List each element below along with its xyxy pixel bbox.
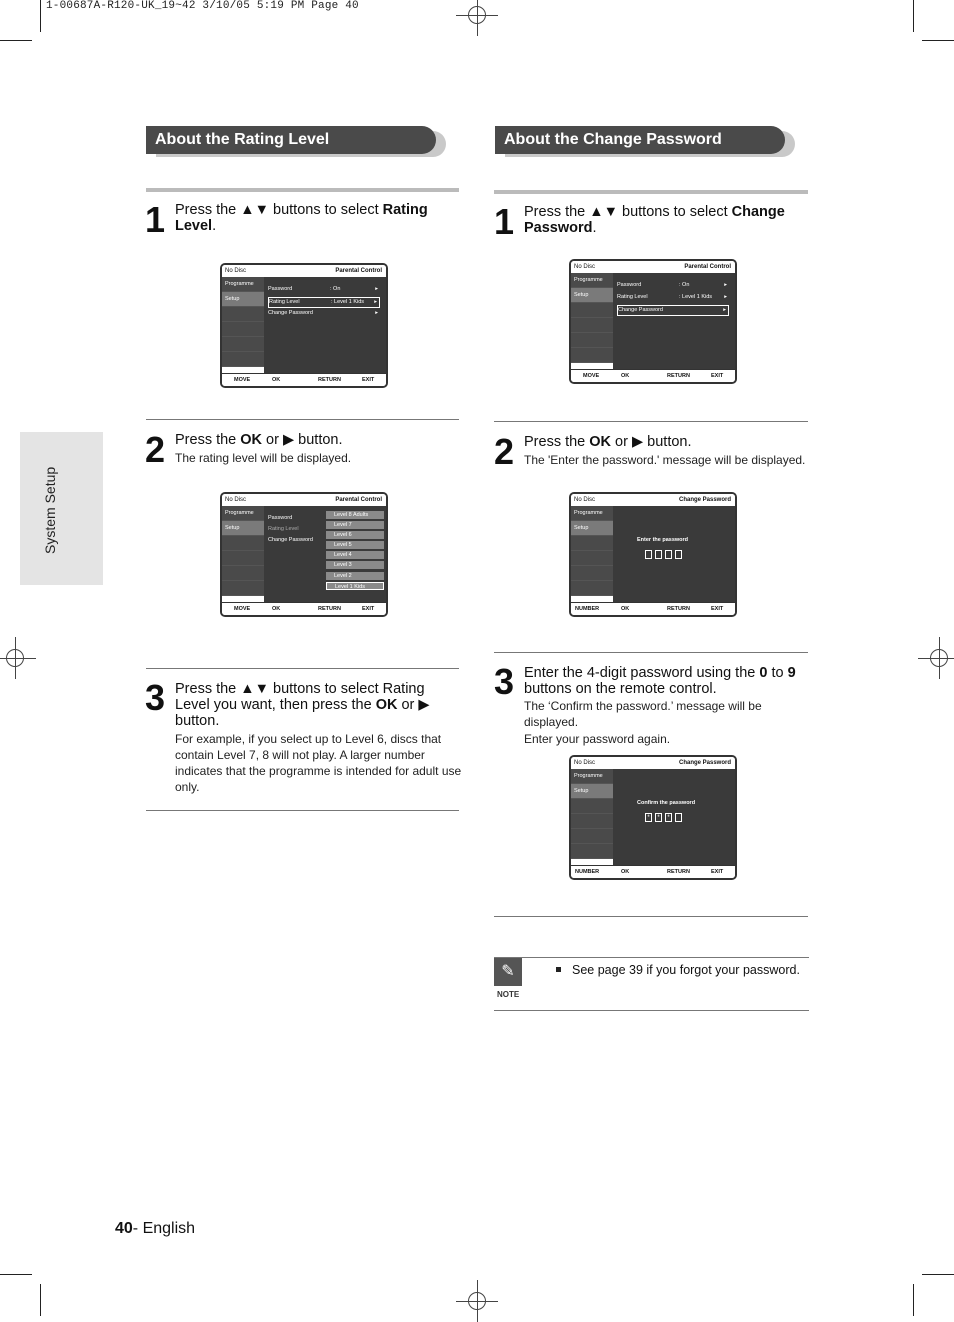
registration-mark (462, 1286, 492, 1316)
crop-mark (913, 0, 914, 32)
divider (146, 419, 459, 420)
step-instruction: Press the OK or ▶ button. (175, 432, 343, 448)
step-instruction: Press the ▲▼ buttons to select Rating Level. (175, 202, 428, 234)
osd-screen-confirm-password: No Disc Change Password Programme Setup Confirm the password * * * NUMBER OK RETURN EXIT (569, 755, 737, 880)
divider (146, 668, 459, 669)
step-number: 2 (494, 431, 515, 472)
bullet-icon (556, 967, 561, 972)
crop-mark (0, 40, 32, 41)
page-number: 40 (115, 1220, 133, 1237)
crop-mark (922, 40, 954, 41)
osd-screen-parental: No Disc Parental Control Programme Setup Password : On ▸ Rating Level : Level 1 Kids ▸ Change Password ▸ MOVE OK RETURN EXIT (220, 263, 388, 388)
note-text: See page 39 if you forgot your password. (572, 963, 800, 977)
osd-screen-enter-password: No Disc Change Password Programme Setup Enter the password NUMBER OK RETURN EXIT (569, 492, 737, 617)
step-number: 2 (145, 429, 166, 470)
divider (494, 190, 808, 194)
crop-mark (40, 0, 41, 32)
step-instruction: Enter the 4-digit password using the 0 to 9 buttons on the remote control. (524, 665, 796, 697)
registration-mark (924, 643, 954, 673)
step-instruction: Press the OK or ▶ button. (524, 434, 692, 450)
side-tab-label: System Setup (42, 466, 58, 554)
step-number: 3 (145, 677, 166, 718)
step-note: For example, if you select up to Level 6, discs that contain Level 7, 8 will not play. A larger number indicates that the programme is intended for adult use only. (175, 732, 462, 794)
step-instruction: Press the ▲▼ buttons to select Rating Level you want, then press the OK or ▶ button. (175, 681, 430, 729)
step-note: The ‘Confirm the password.’ message will be displayed. Enter your password again. (524, 699, 762, 746)
page-language: - English (132, 1220, 196, 1237)
crop-mark (40, 1284, 41, 1316)
crop-mark (0, 1274, 32, 1275)
divider (146, 810, 459, 811)
side-tab (20, 432, 103, 585)
osd-screen-change-password: No Disc Parental Control Programme Setup Password : On ▸ Rating Level : Level 1 Kids ▸ Change Password ▸ MOVE OK RETURN EXIT (569, 259, 737, 384)
step-number: 1 (145, 199, 166, 240)
step-number: 3 (494, 661, 515, 702)
crop-mark (913, 1284, 914, 1316)
step-number: 1 (494, 201, 515, 242)
step-note: The rating level will be displayed. (175, 451, 352, 465)
section-title-text: About the Rating Level (155, 131, 330, 148)
divider (494, 652, 808, 653)
divider (146, 188, 459, 192)
step-instruction: Press the ▲▼ buttons to select Change Password. (524, 204, 785, 236)
divider (494, 916, 808, 917)
divider (494, 421, 808, 422)
note-box (494, 957, 809, 1011)
registration-mark (0, 643, 30, 673)
note-label: NOTE (497, 990, 520, 999)
step-note: The 'Enter the password.' message will be displayed. (524, 453, 806, 467)
crop-mark (922, 1274, 954, 1275)
section-title-rating (146, 126, 436, 156)
section-title-text: About the Change Password (504, 131, 722, 148)
section-title-password (495, 126, 785, 156)
osd-screen-levels: No Disc Parental Control Programme Setup Password Rating Level Change Password Level 8 Adults Level 7 Level 6 Level 5 Level 4 Level 3 Level 2 Level 1 Kids MOVE OK RETURN EXIT (220, 492, 388, 617)
pencil-icon: ✎ (494, 958, 522, 986)
registration-mark (462, 0, 492, 30)
print-header: 1-00687A-R120-UK_19~42 3/10/05 5:19 PM Page 40 (46, 0, 359, 12)
page-footer (115, 1220, 195, 1238)
